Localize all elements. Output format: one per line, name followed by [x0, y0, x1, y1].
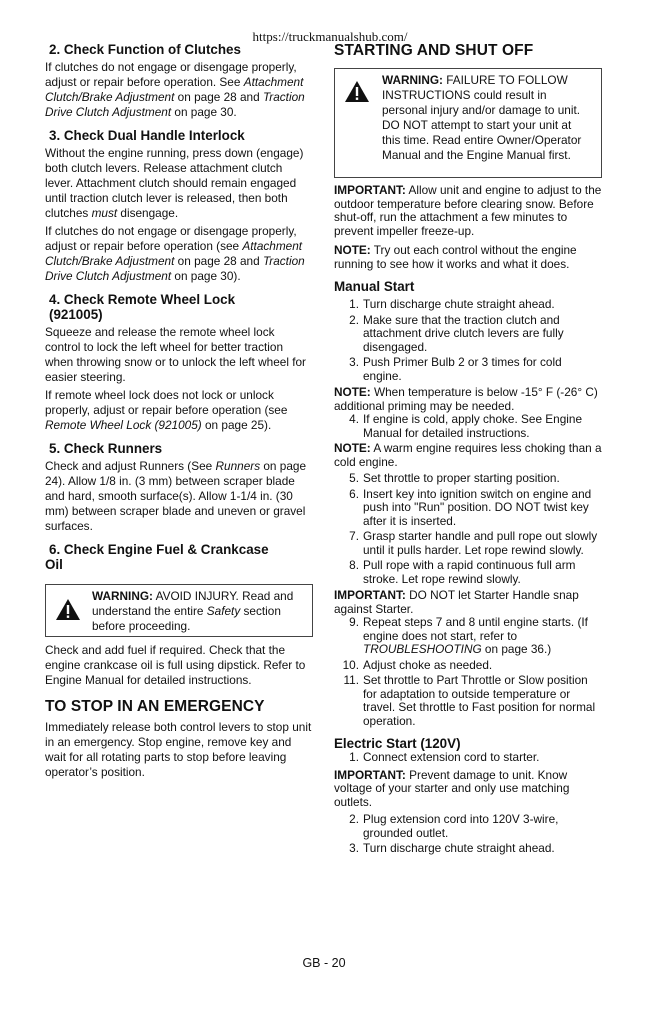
warning-triangle-icon [55, 598, 81, 621]
heading-check-clutches: 2. Check Function of Clutches [49, 42, 241, 57]
safety-warning-text: WARNING: AVOID INJURY. Read and understand the entire Safety section before proceeding. [92, 589, 294, 633]
step-item: 4. If engine is cold, apply choke. See Engine Manual for detailed instructions. [349, 412, 583, 440]
wheel-lock-paragraph-2: If remote wheel lock does not lock or unlock properly, adjust or repair before operation (see Remote Wheel Lock (921005) on page 25). [45, 388, 288, 432]
note-priming: NOTE: When temperature is below -15° F (-26° C) additional priming may be needed. [334, 385, 598, 413]
start-warning-text: WARNING: FAILURE TO FOLLOW INSTRUCTIONS could result in personal injury and/or damage to unit. DO NOT attempt to start your unit at this time. Read entire Owner/Operator Manual and the Engine Manual first. [382, 73, 582, 162]
wheel-lock-paragraph-1: Squeeze and release the remote wheel lock control to lock the left wheel for better traction when throwing snow or to unlock the left wheel for easier steering. [45, 325, 306, 384]
step-item: 6. Insert key into ignition switch on engine and push into "Run" position. DO NOT twist key after it is inserted. [349, 486, 592, 528]
step-item: 1. Turn discharge chute straight ahead. [349, 297, 555, 311]
right-column [334, 42, 602, 856]
runners-paragraph: Check and adjust Runners (See Runners on page 24). Allow 1/8 in. (3 mm) between scraper blade and hard, smooth surface(s). Allow 1-1/4 in. (30 mm) between scraper blade and uneven or gravel surfaces. [45, 459, 307, 533]
heading-remote-wheel-lock: 4. Check Remote Wheel Lock (921005) [49, 292, 236, 322]
step-item: 9. Repeat steps 7 and 8 until engine starts. (If engine does not start, refer to TROUBLESHOOTING on page 36.) [349, 615, 588, 656]
step-item: 7. Grasp starter handle and pull rope out slowly until it pulls harder. Let rope rewind slowly. [349, 529, 598, 557]
heading-dual-handle-interlock: 3. Check Dual Handle Interlock [49, 128, 245, 143]
step-item: 3. Turn discharge chute straight ahead. [349, 841, 555, 855]
interlock-paragraph-1: Without the engine running, press down (engage) both clutch levers. Release attachment clutch lever. Attachment clutch should remain engaged until traction clutch lever is released, then both clutches must disengage. [45, 146, 304, 220]
fuel-oil-paragraph: Check and add fuel if required. Check that the engine crankcase oil is full using dipstick. Refer to Engine Manual for detailed instructions. [45, 643, 306, 687]
heading-engine-fuel-oil: 6. Check Engine Fuel & Crankcase Oil [45, 542, 269, 572]
left-column [45, 42, 313, 780]
note-try-controls: NOTE: Try out each control without the engine running to see how it works and what it does. [334, 243, 577, 271]
note-warm-engine: NOTE: A warm engine requires less choking than a cold engine. [334, 441, 602, 469]
step-item: 2. Plug extension cord into 120V 3-wire, grounded outlet. [349, 812, 559, 840]
step-item: 1. Connect extension cord to starter. [349, 750, 540, 764]
important-adjust-temperature: IMPORTANT: Allow unit and engine to adjust to the outdoor temperature before clearing snow. Before shut-off, run the attachment a few minutes to prevent impeller freeze-up. [334, 183, 602, 238]
stop-emergency-paragraph: Immediately release both control levers to stop unit in an emergency. Stop engine, remove key and wait for all rotating parts to stop before leaving operator’s position. [45, 720, 312, 779]
step-item: 3. Push Primer Bulb 2 or 3 times for cold engine. [349, 355, 562, 383]
step-item: 10. Adjust choke as needed. [342, 657, 493, 672]
step-item: 5. Set throttle to proper starting position. [349, 471, 560, 485]
heading-manual-start: Manual Start [334, 279, 415, 294]
start-warning-box [334, 68, 602, 178]
warning-triangle-icon [344, 80, 370, 103]
heading-electric-start: Electric Start (120V) [334, 736, 461, 751]
step-item: 11. Set throttle to Part Throttle or Slow position for adaptation to outside temperature or travel. Set throttle to Fast position for normal operation. [343, 673, 596, 728]
clutches-paragraph: If clutches do not engage or disengage properly, adjust or repair before operation. See Attachment Clutch/Brake Adjustment on page 28 and Traction Drive Clutch Adjustment on page 30. [45, 60, 305, 119]
heading-stop-emergency: TO STOP IN AN EMERGENCY [45, 698, 265, 715]
electric-steps-2-3 [334, 813, 602, 856]
step-item: 8. Pull rope with a rapid continuous full arm stroke. Let rope rewind slowly. [349, 558, 576, 586]
important-voltage: IMPORTANT: Prevent damage to unit. Know voltage of your starter and only use matching outlets. [334, 767, 570, 809]
page-number: GB - 20 [302, 956, 346, 970]
interlock-paragraph-2: If clutches do not engage or disengage properly, adjust or repair before operation (see Attachment Clutch/Brake Adjustment on page 28 and Traction Drive Clutch Adjustment on page 30). [45, 224, 305, 283]
manual-steps-1-3 [334, 298, 602, 383]
watermark-url: https://truckmanualshub.com/ [252, 29, 408, 44]
heading-check-runners: 5. Check Runners [49, 441, 163, 456]
safety-warning-box [45, 584, 313, 637]
important-starter-handle: IMPORTANT: DO NOT let Starter Handle snap against Starter. [334, 588, 579, 616]
manual-steps-5-8 [334, 472, 602, 586]
heading-starting-shut-off: STARTING AND SHUT OFF [334, 42, 534, 59]
step-item: 2. Make sure that the traction clutch and attachment drive clutch levers are fully disengaged. [349, 312, 564, 354]
